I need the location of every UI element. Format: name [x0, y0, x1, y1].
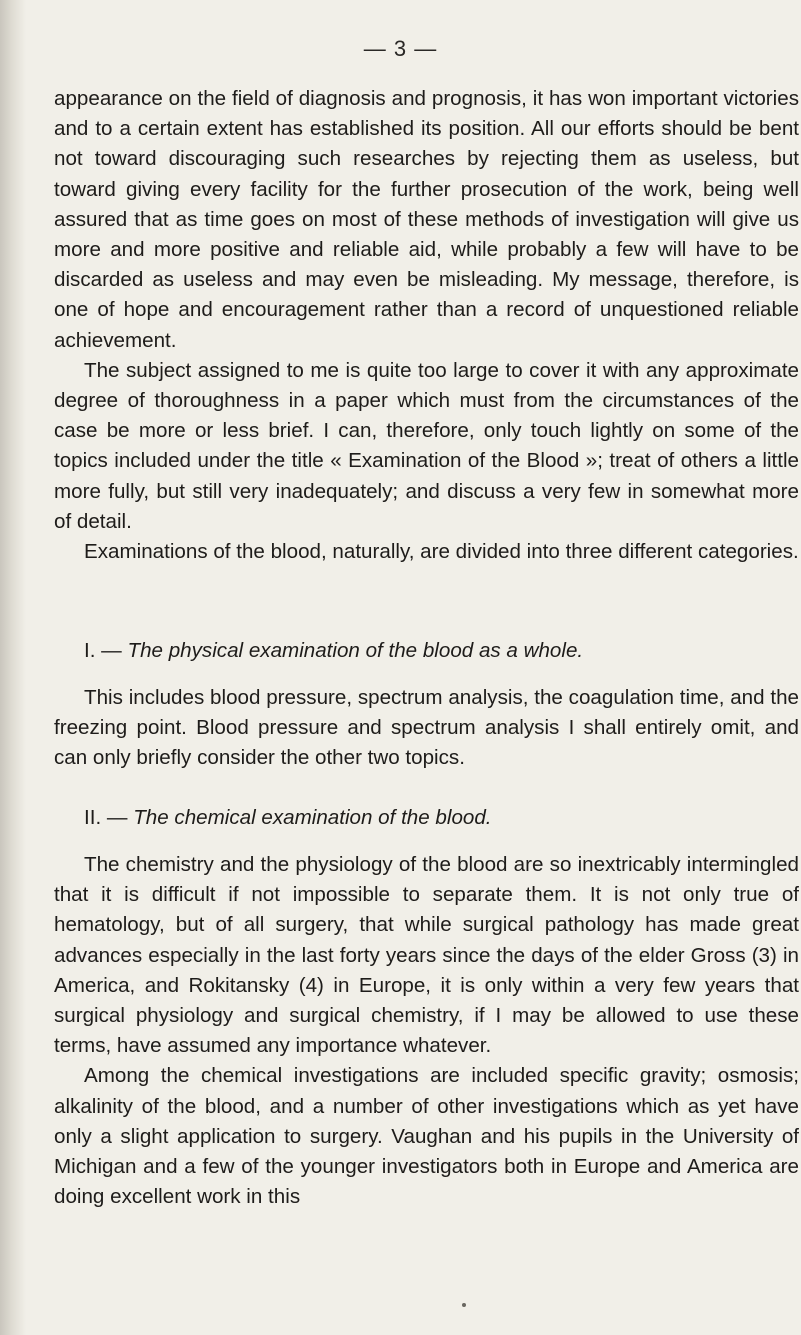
paragraph: Examinations of the blood, naturally, are divided into three different categories.: [84, 540, 799, 564]
page-edge-shadow: [0, 0, 26, 1335]
ink-speck: [462, 1303, 466, 1307]
section-numeral: I. —: [84, 639, 122, 662]
section-numeral: II. —: [84, 806, 128, 829]
paragraph: appearance on the field of diagnosis and prognosis, it has won important victories and to a certain extent has established its position. All our efforts should be bent not toward discouraging such researches by rejecting them as useless, but toward giving every facility for the further prosecution of the work, being well assured that as time goes on most of these methods of investigation will give us more and more positive and reliable aid, while probably a few will have to be discarded as useless and may even be misleading. My message, therefore, is one of hope and encouragement rather than a record of unquestioned reliable achievement.: [54, 87, 799, 352]
intro-text: [54, 84, 799, 567]
paragraph: This includes blood pressure, spectrum analysis, the coagulation time, and the freezing point. Blood pressure and spectrum analysis I shall entirely omit, and can only briefly consider the other two topics.: [54, 686, 799, 770]
chemical-section-text: [54, 850, 799, 1212]
paragraph: Among the chemical investigations are included specific gravity; osmosis; alkalinity of the blood, and a number of other investigations which as yet have only a slight application to surgery. Vaughan and his pupils in the University of Michigan and a few of the younger investigators both in Europe and America are doing excellent work in this: [54, 1064, 799, 1209]
section-heading-physical: [84, 636, 784, 666]
section-title: The chemical examination of the blood.: [133, 806, 492, 829]
section-heading-chemical: [84, 803, 784, 833]
page-number: — 3 —: [363, 36, 438, 61]
physical-section-text: [54, 683, 799, 774]
section-title: The physical examination of the blood as a whole.: [127, 639, 584, 662]
paragraph: The subject assigned to me is quite too large to cover it with any approximate degree of thoroughness in a paper which must from the circumstances of the case be more or less brief. I can, therefore, only touch lightly on some of the topics included under the title « Examination of the Blood »; treat of others a little more fully, but still very inadequately; and discuss a very few in somewhat more of detail.: [54, 358, 799, 533]
paragraph: The chemistry and the physiology of the blood are so inextricably intermingled that it is difficult if not impossible to separate them. It is not only true of hematology, but of all surgery, that while surgical pathology has made great advances especially in the last forty years since the days of the elder Gross (3) in America, and Rokitansky (4) in Europe, it is only within a very few years that surgical physiology and surgical chemistry, if I may be allowed to use these terms, have assumed any importance whatever.: [54, 853, 799, 1058]
